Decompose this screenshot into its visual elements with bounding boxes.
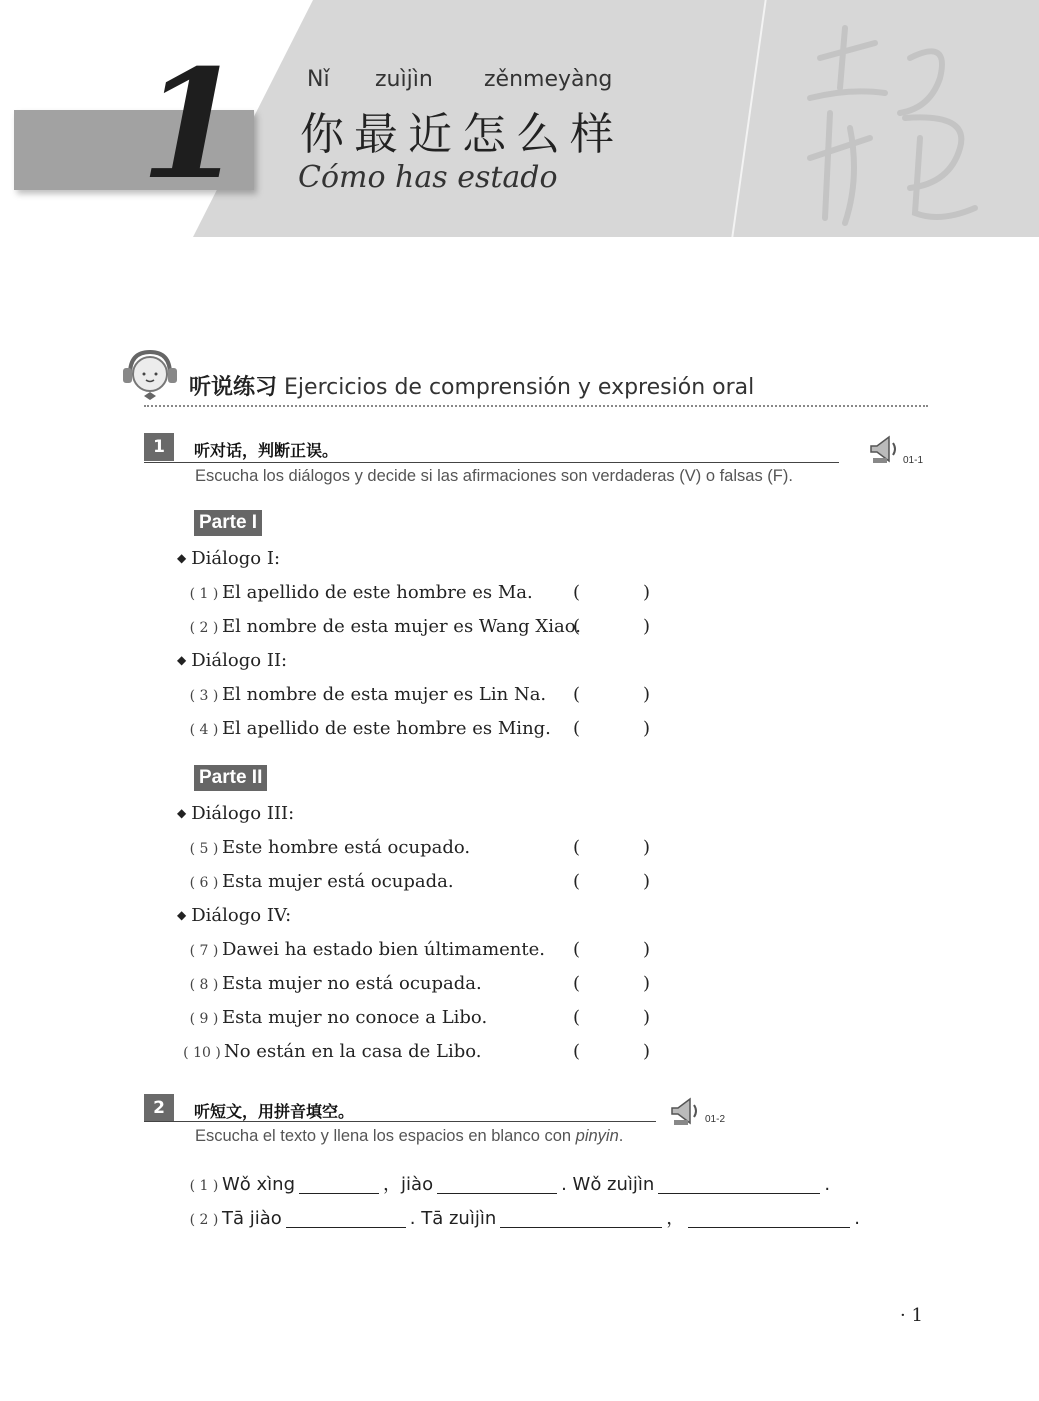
answer-box[interactable]: ( )	[573, 871, 650, 892]
page-number: · 1	[900, 1305, 923, 1326]
statement-item: ( 10 ) No están en la casa de Libo.	[183, 1041, 482, 1062]
exercise-instructions: Escucha el texto y llena los espacios en blanco con pinyin.	[195, 1127, 624, 1145]
statement-item: ( 1 ) El apellido de este hombre es Ma.	[189, 582, 533, 603]
answer-box[interactable]: ( )	[573, 939, 650, 960]
answer-box[interactable]: ( )	[573, 1041, 650, 1062]
statement-item: ( 3 ) El nombre de esta mujer es Lin Na.	[189, 684, 547, 705]
exercise-title: 听短文，用拼音填空。	[194, 1102, 355, 1121]
blank-field[interactable]	[286, 1209, 406, 1228]
audio-track-number: 01-1	[903, 455, 924, 466]
answer-box[interactable]: ( )	[573, 616, 650, 637]
blank-field[interactable]	[437, 1175, 557, 1194]
section-title-spanish: Ejercicios de comprensión y expresión oral	[284, 375, 755, 400]
fill-in-line: ( 1 ) Wǒ xìng ，jiào . Wǒ zuìjìn .	[189, 1174, 831, 1195]
blank-field[interactable]	[688, 1209, 850, 1228]
exercise-number-badge: 2	[144, 1094, 174, 1122]
audio-speaker-icon[interactable]	[867, 432, 901, 466]
section-title-chinese: 听说练习	[189, 375, 278, 400]
exercise-title: 听对话，判断正误。	[194, 441, 339, 460]
statement-item: ( 4 ) El apellido de este hombre es Ming.	[189, 718, 551, 739]
blank-field[interactable]	[299, 1175, 379, 1194]
dialog-label: ◆ Diálogo III:	[177, 803, 295, 824]
dialog-label: ◆ Diálogo II:	[177, 650, 288, 671]
chapter-title-chinese: 你最近怎么样	[300, 109, 624, 160]
statement-item: ( 6 ) Esta mujer está ocupada.	[189, 871, 454, 892]
statement-item: ( 2 ) El nombre de esta mujer es Wang Xiao.	[189, 616, 581, 637]
answer-box[interactable]: ( )	[573, 582, 650, 603]
answer-box[interactable]: ( )	[573, 973, 650, 994]
fill-in-line: ( 2 ) Tā jiào . Tā zuìjìn ， .	[189, 1208, 860, 1229]
audio-track-number: 01-2	[705, 1114, 726, 1125]
exercise-rule	[144, 1121, 656, 1122]
chapter-number: 1	[140, 37, 245, 213]
pinyin-word: Nǐ	[307, 67, 330, 92]
calligraphy-decoration-icon	[790, 18, 990, 233]
audio-speaker-icon[interactable]	[668, 1094, 702, 1128]
blank-field[interactable]	[500, 1209, 662, 1228]
statement-item: ( 5 ) Este hombre está ocupado.	[189, 837, 471, 858]
exercise-number-badge: 1	[144, 433, 174, 461]
part-label: Parte I	[194, 510, 262, 536]
section-divider	[144, 405, 928, 407]
exercise-instructions: Escucha los diálogos y decide si las afirmaciones son verdaderas (V) o falsas (F).	[195, 467, 793, 485]
pinyin-word: zuìjìn	[375, 67, 433, 92]
dialog-label: ◆ Diálogo I:	[177, 548, 281, 569]
exercise-rule	[144, 462, 839, 463]
pinyin-word: zěnmeyàng	[484, 67, 613, 92]
part-label: Parte II	[194, 765, 267, 791]
statement-item: ( 7 ) Dawei ha estado bien últimamente.	[189, 939, 545, 960]
chapter-title-spanish: Cómo has estado	[298, 160, 558, 195]
statement-item: ( 9 ) Esta mujer no conoce a Libo.	[189, 1007, 488, 1028]
statement-item: ( 8 ) Esta mujer no está ocupada.	[189, 973, 482, 994]
headphones-mascot-icon	[120, 350, 180, 402]
answer-box[interactable]: ( )	[573, 718, 650, 739]
answer-box[interactable]: ( )	[573, 837, 650, 858]
answer-box[interactable]: ( )	[573, 684, 650, 705]
section-title	[189, 370, 754, 401]
dialog-label: ◆ Diálogo IV:	[177, 905, 292, 926]
answer-box[interactable]: ( )	[573, 1007, 650, 1028]
blank-field[interactable]	[658, 1175, 820, 1194]
